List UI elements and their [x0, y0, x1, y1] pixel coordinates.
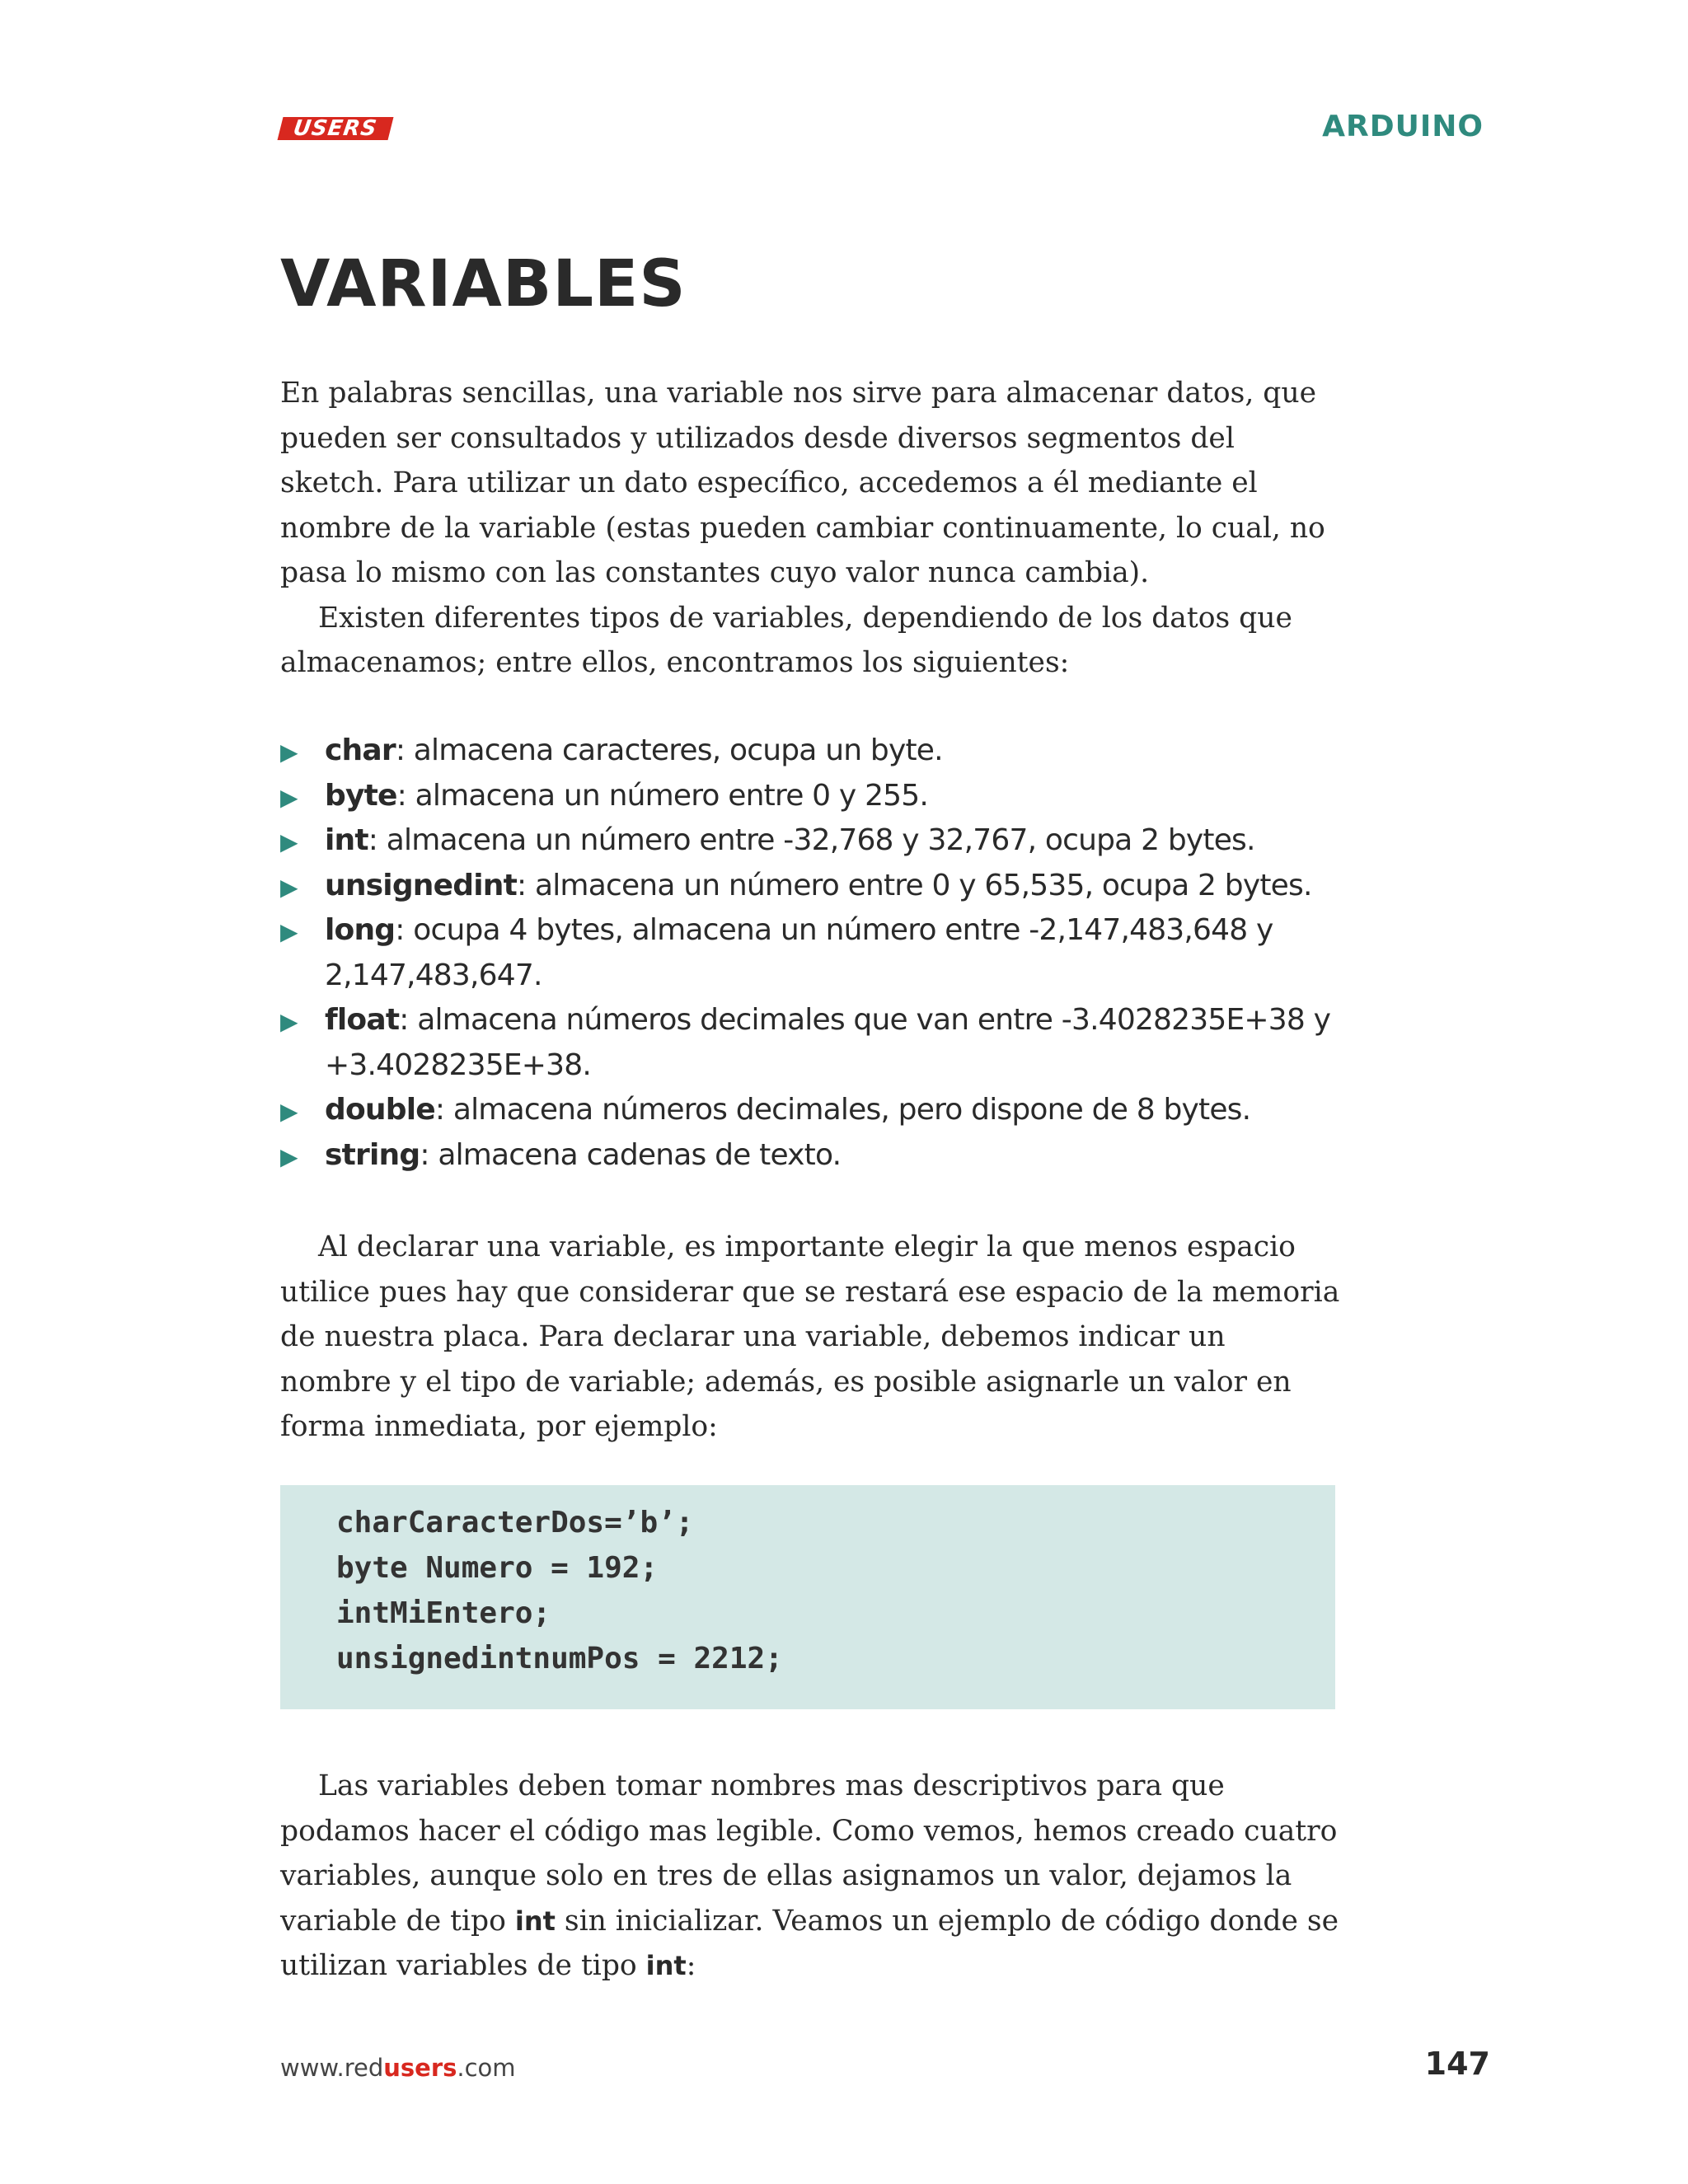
naming-text-part-2: sin inicializar. Veamos un ejemplo de código donde se utilizan variables de tipo	[280, 1904, 1339, 1982]
code-block	[280, 1485, 1335, 1709]
intro-paragraph-2: Existen diferentes tipos de variables, dependiendo de los datos que almacenamos; entre ellos, encontramos los siguientes:	[280, 601, 1292, 679]
list-item	[280, 1133, 1343, 1179]
type-keyword: long	[325, 913, 396, 947]
naming-text-part-3: :	[686, 1949, 696, 1982]
type-keyword: float	[325, 1003, 400, 1037]
triangle-right-icon: ▶	[280, 738, 298, 766]
naming-text-part-1: Las variables deben tomar nombres mas descriptivos para que podamos hacer el código mas legible. Como vemos, hemos creado cuatro variables, aunque solo en tres de ellas asignamos un valor, dejamos la variable de tipo	[280, 1769, 1338, 1938]
declaration-paragraph: Al declarar una variable, es importante elegir la que menos espacio utilice pues hay que considerar que se restará ese espacio de la memoria de nuestra placa. Para declarar una variable, debemos indicar un nombre y el tipo de variable; además, es posible asignarle un valor en forma inmediata, por ejemplo:	[280, 1230, 1340, 1443]
type-description: : ocupa 4 bytes, almacena un número entre -2,147,483,648 y 2,147,483,647.	[325, 913, 1273, 992]
naming-text	[280, 1764, 1343, 1989]
page-title: VARIABLES	[280, 247, 687, 321]
users-logo	[278, 117, 394, 140]
type-description: : almacena un número entre -32,768 y 32,767, ocupa 2 bytes.	[368, 823, 1255, 857]
type-keyword: byte	[325, 778, 397, 813]
type-description: : almacena cadenas de texto.	[420, 1137, 842, 1172]
declaration-text	[280, 1225, 1343, 1450]
triangle-right-icon: ▶	[280, 783, 298, 811]
type-description: : almacena números decimales que van entre -3.4028235E+38 y +3.4028235E+38.	[325, 1003, 1331, 1082]
url-prefix: www.red	[280, 2054, 384, 2082]
section-header: ARDUINO	[1322, 110, 1484, 143]
type-description: : almacena un número entre 0 y 65,535, ocupa 2 bytes.	[517, 868, 1312, 902]
type-keyword: double	[325, 1093, 435, 1127]
intro-text	[280, 371, 1343, 686]
code-line: byte Numero = 192;	[336, 1551, 659, 1585]
footer-url[interactable]	[280, 2054, 516, 2082]
type-description: : almacena un número entre 0 y 255.	[396, 778, 929, 813]
list-item	[280, 908, 1343, 998]
list-item	[280, 729, 1343, 774]
page-number: 147	[1424, 2046, 1490, 2082]
int-keyword: int	[645, 1950, 687, 1981]
code-line: charCaracterDos=’b’;	[336, 1506, 694, 1540]
triangle-right-icon: ▶	[280, 828, 298, 855]
code-line: intMiEntero;	[336, 1596, 551, 1630]
list-item	[280, 818, 1343, 864]
list-item	[280, 774, 1343, 819]
triangle-right-icon: ▶	[280, 873, 298, 901]
triangle-right-icon: ▶	[280, 918, 298, 945]
list-item	[280, 1088, 1343, 1133]
intro-paragraph-1: En palabras sencillas, una variable nos sirve para almacenar datos, que pueden ser consultados y utilizados desde diversos segmentos del sketch. Para utilizar un dato específico, accedemos a él mediante el nombre de la variable (estas pueden cambiar continuamente, lo cual, no pasa lo mismo con las constantes cuyo valor nunca cambia).	[280, 377, 1325, 589]
code-line: unsignedintnumPos = 2212;	[336, 1642, 783, 1675]
list-item	[280, 864, 1343, 909]
url-highlight: users	[383, 2054, 457, 2082]
int-keyword: int	[514, 1905, 556, 1937]
triangle-right-icon: ▶	[280, 1098, 298, 1125]
type-description: : almacena caracteres, ocupa un byte.	[395, 733, 943, 767]
type-keyword: char	[325, 733, 396, 767]
code-listing	[280, 1485, 1335, 1681]
variable-types-list	[280, 729, 1343, 1178]
type-keyword: unsignedint	[325, 868, 517, 902]
type-keyword: int	[325, 823, 368, 857]
triangle-right-icon: ▶	[280, 1142, 298, 1170]
naming-paragraph	[280, 1764, 1343, 1989]
triangle-right-icon: ▶	[280, 1008, 298, 1035]
logo-text: USERS	[292, 116, 379, 141]
list-item	[280, 998, 1343, 1088]
type-keyword: string	[325, 1137, 420, 1172]
type-description: : almacena números decimales, pero dispone de 8 bytes.	[434, 1093, 1251, 1127]
url-suffix: .com	[457, 2054, 516, 2082]
